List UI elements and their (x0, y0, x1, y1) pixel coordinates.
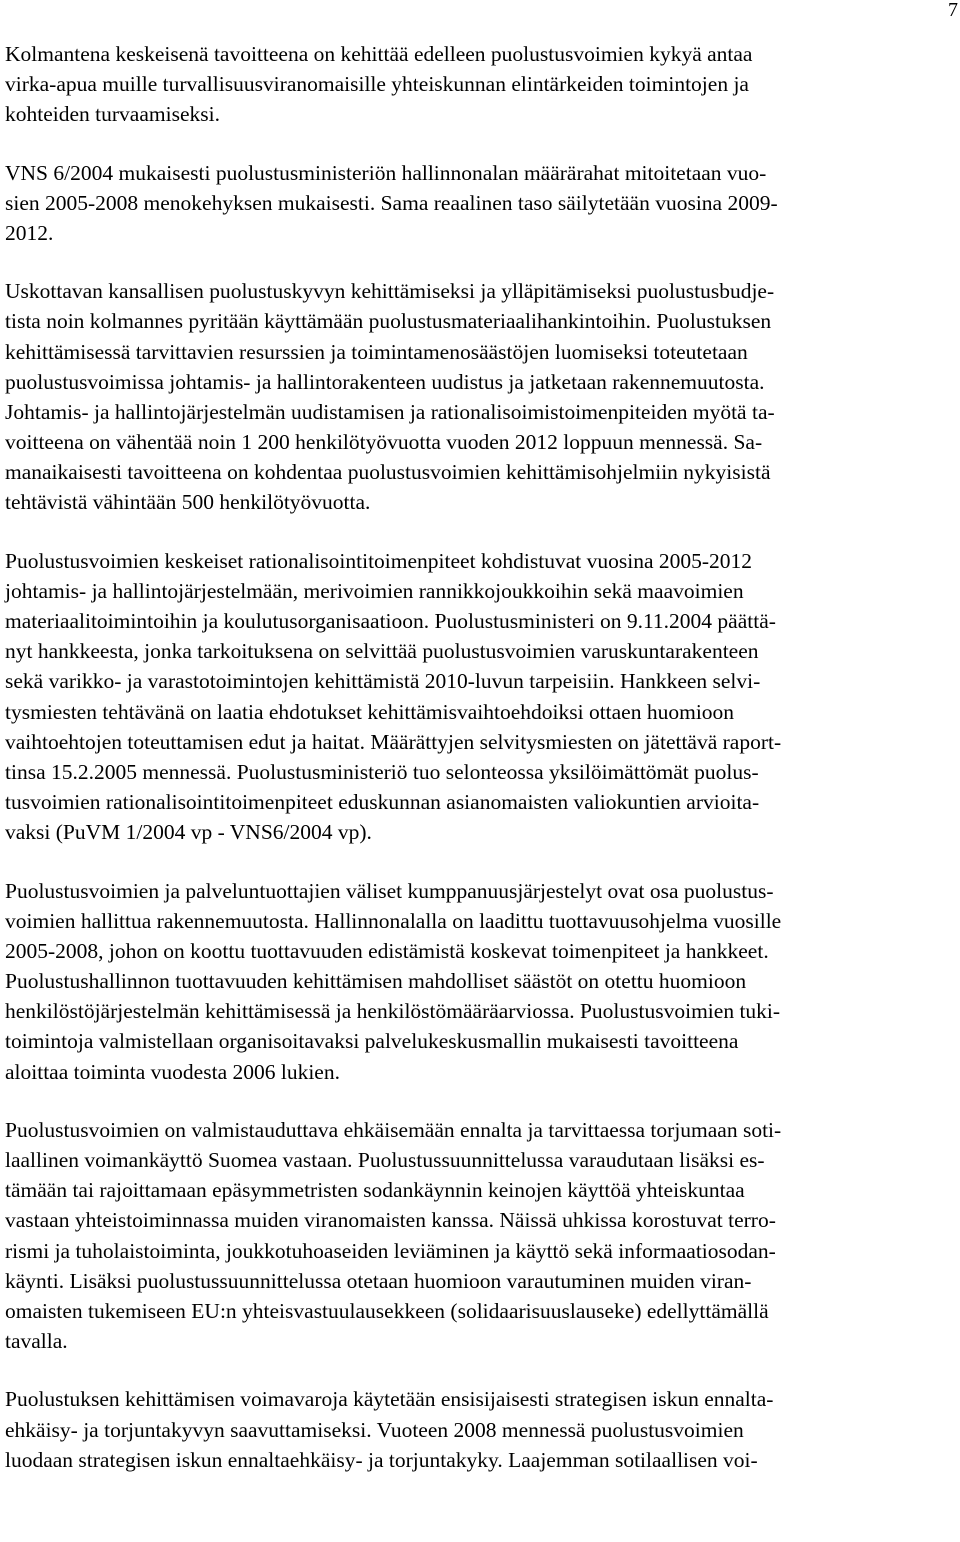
paragraph (5, 1115, 955, 1357)
text-line: Puolustusvoimien ja palveluntuottajien väliset kumppanuusjärjestelyt ovat osa puolustus- (5, 878, 774, 903)
text-line: kehittämisessä tarvittavien resurssien ja toimintamenosäästöjen luomiseksi toteutetaan (5, 339, 748, 364)
paragraph (5, 39, 955, 130)
text-line: sien 2005-2008 menokehyksen mukaisesti. Sama reaalinen taso säilytetään vuosina 2009- (5, 190, 778, 215)
text-line: Puolustushallinnon tuottavuuden kehittämisen mahdolliset säästöt on otettu huomioon (5, 969, 747, 994)
text-line: vaksi (PuVM 1/2004 vp - VNS6/2004 vp). (5, 820, 372, 845)
text-line: vaihtoehtojen toteuttamisen edut ja haitat. Määrättyjen selvitysmiesten on jätettävä raport- (5, 729, 782, 754)
text-line: voimien hallittua rakennemuutosta. Hallinnonalalla on laadittu tuottavuusohjelma vuosille (5, 908, 782, 933)
text-line: Puolustusvoimien keskeiset rationalisointitoimenpiteet kohdistuvat vuosina 2005-2012 (5, 548, 753, 573)
text-line: nyt hankkeesta, jonka tarkoituksena on selvittää puolustusvoimien varuskuntarakenteen (5, 639, 759, 664)
text-line: tista noin kolmannes pyritään käyttämään puolustusmateriaalihankintoihin. Puolustuksen (5, 309, 772, 334)
text-line: manaikaisesti tavoitteena on kohdentaa puolustusvoimien kehittämisohjelmiin nykyisistä (5, 460, 771, 485)
text-line: Kolmantena keskeisenä tavoitteena on kehittää edelleen puolustusvoimien kykyä antaa (5, 42, 753, 66)
paragraph (5, 1384, 955, 1475)
text-line: Puolustuksen kehittämisen voimavaroja käytetään ensisijaisesti strategisen iskun ennalta- (5, 1387, 774, 1412)
text-line: sekä varikko- ja varastotoimintojen kehittämistä 2010-luvun tarpeisiin. Hankkeen selvi- (5, 669, 761, 694)
body-text (5, 39, 955, 1503)
text-line: kohteiden turvaamiseksi. (5, 102, 220, 127)
text-line: voitteena on vähentää noin 1 200 henkilötyövuotta vuoden 2012 loppuun mennessä. Sa- (5, 430, 763, 455)
paragraph (5, 276, 955, 518)
text-line: toimintoja valmistellaan organisoitavaksi palvelukeskusmallin mukaisesti tavoitteena (5, 1029, 739, 1054)
text-line: luodaan strategisen iskun ennaltaehkäisy- ja torjuntakyky. Laajemman sotilaallisen voi- (5, 1447, 758, 1472)
text-line: 2005-2008, johon on koottu tuottavuuden edistämistä koskevat toimenpiteet ja hankkeet. (5, 938, 769, 963)
paragraph (5, 876, 955, 1087)
text-line: Puolustusvoimien on valmistauduttava ehkäisemään ennalta ja tarvittaessa torjumaan soti- (5, 1117, 782, 1142)
paragraph (5, 546, 955, 848)
text-line: virka-apua muille turvallisuusviranomaisille yhteiskunnan elintärkeiden toimintojen ja (5, 72, 749, 97)
text-line: 2012. (5, 220, 54, 245)
text-line: aloittaa toiminta vuodesta 2006 lukien. (5, 1059, 340, 1084)
text-line: vastaan yhteistoiminnassa muiden viranomaisten kanssa. Näissä uhkissa korostuvat terro- (5, 1208, 776, 1233)
text-line: laallinen voimankäyttö Suomea vastaan. Puolustussuunnittelussa varaudutaan lisäksi es- (5, 1148, 765, 1172)
page-number: 7 (948, 0, 958, 21)
text-line: tusvoimien rationalisointitoimenpiteet eduskunnan asianomaisten valiokuntien arvioita- (5, 790, 760, 815)
text-line: tehtävistä vähintään 500 henkilötyövuotta. (5, 490, 371, 515)
text-line: johtamis- ja hallintojärjestelmään, merivoimien rannikkojoukkoihin sekä maavoimien (5, 578, 744, 603)
text-line: Uskottavan kansallisen puolustuskyvyn kehittämiseksi ja ylläpitämiseksi puolustusbudje- (5, 279, 775, 304)
text-line: henkilöstöjärjestelmän kehittämisessä ja henkilöstömääräarviossa. Puolustusvoimien tuki- (5, 999, 781, 1024)
text-line: rismi ja tuholaistoiminta, joukkotuhoaseiden leviäminen ja käyttö sekä informaatiosodan- (5, 1238, 776, 1263)
paragraph (5, 158, 955, 249)
text-line: tinsa 15.2.2005 mennessä. Puolustusministeriö tuo selonteossa yksilöimättömät puolus- (5, 759, 759, 784)
text-line: materiaalitoimintoihin ja koulutusorganisaatioon. Puolustusministeri on 9.11.2004 päättä- (5, 609, 776, 633)
text-line: VNS 6/2004 mukaisesti puolustusministeriön hallinnonalan määrärahat mitoitetaan vuo- (5, 160, 767, 185)
text-line: ehkäisy- ja torjuntakyvyn saavuttamiseksi. Vuoteen 2008 mennessä puolustusvoimien (5, 1417, 744, 1442)
text-line: omaisten tukemiseen EU:n yhteisvastuulausekkeen (solidaarisuuslauseke) edellyttämällä (5, 1298, 769, 1323)
text-line: Johtamis- ja hallintojärjestelmän uudistamisen ja rationalisoimistoimenpiteiden myötä ta- (5, 399, 775, 424)
text-line: tavalla. (5, 1329, 68, 1354)
text-line: käynti. Lisäksi puolustussuunnittelussa otetaan huomioon varautuminen muiden viran- (5, 1268, 752, 1293)
text-line: tysmiesten tehtävänä on laatia ehdotukset kehittämisvaihtoehdoiksi ottaen huomioon (5, 699, 735, 724)
text-line: tämään tai rajoittamaan epäsymmetristen sodankäynnin keinojen käyttöä yhteiskuntaa (5, 1178, 745, 1203)
text-line: puolustusvoimissa johtamis- ja hallintorakenteen uudistus ja jatketaan rakennemuutosta. (5, 369, 765, 394)
